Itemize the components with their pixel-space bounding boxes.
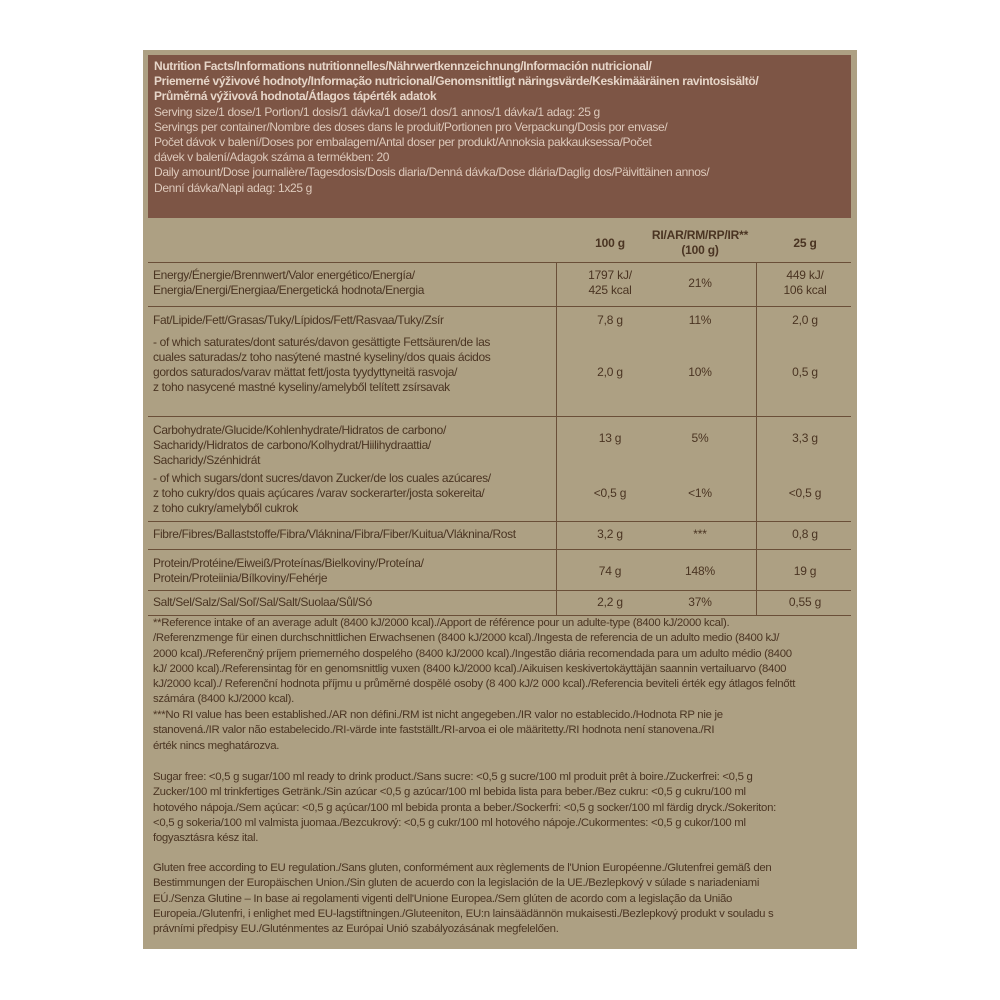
fibre-per-25g: 0,8 g (792, 527, 818, 541)
header-title-line: Priemerné výživové hodnoty/Informação nutricional/Genomsnittligt näringsvärde/Keskimääräinen ravintosisältö/ (154, 74, 759, 89)
header-title-line: Nutrition Facts/Informations nutritionnelles/Nährwertkennzeichnung/Información nutricional/ (154, 59, 652, 73)
label-line: Protein/Proteiinia/Bílkoviny/Fehérje (153, 570, 328, 585)
sugars-per-100g: <0,5 g (593, 486, 627, 500)
saturates-per-100g: 2,0 g (597, 365, 623, 379)
column-header-ri-line: (100 g) (681, 242, 719, 257)
footnote-line: EÚ./Senza Glutine – In base ai regolamenti vigenti dell'Unione Europea./Sem glúten de acordo com a legislação da União (153, 892, 733, 905)
serving-info-line: Serving size/1 dose/1 Portion/1 dosis/1 dávka/1 dose/1 dos/1 annos/1 dávka/1 adag: 25 g (154, 104, 600, 119)
footnote-line: **Reference intake of an average adult (8400 kJ/2000 kcal)./Apport de référence pour un adulte-type (8400 kJ/2000 kcal). (153, 617, 730, 629)
nutrient-label-energy (153, 268, 424, 298)
serving-info-line: Počet dávok v balení/Doses por embalagem/Antal doser per produkt/Annoksia pakkauksessa/Počet (154, 135, 652, 150)
footnote-sugar-free (153, 770, 850, 846)
row-divider (148, 590, 851, 591)
label-line: z toho cukry/amelyből cukrok (153, 500, 298, 515)
footnote-no-ri (153, 708, 850, 754)
label-line: Salt/Sel/Salz/Sal/Soľ/Sal/Salt/Suolaa/Sůl/Só (153, 595, 372, 609)
label-line: Protein/Protéine/Eiweiß/Proteínas/Bielkoviny/Proteína/ (153, 556, 424, 570)
saturates-ri: 10% (688, 365, 712, 379)
label-line: - of which sugars/dont sucres/davon Zucker/de los cuales azúcares/ (153, 471, 491, 485)
nutrient-label-protein (153, 556, 424, 586)
row-divider (148, 262, 851, 263)
value-line: 1797 kJ/ (588, 268, 632, 282)
column-header-ri-line: RI/AR/RM/RP/IR** (651, 228, 749, 242)
label-line: Carbohydrate/Glucide/Kohlenhydrate/Hidratos de carbono/ (153, 423, 446, 437)
label-line: Fat/Lipide/Fett/Grasas/Tuky/Lípidos/Fett/Rasvaa/Tuky/Zsír (153, 313, 444, 327)
nutrient-label-salt (153, 595, 372, 610)
header-title-line: Průměrná výživová hodnota/Átlagos tápérték adatok (154, 89, 437, 104)
fibre-ri: *** (693, 527, 707, 541)
label-line: Sacharidy/Szénhidrát (153, 452, 261, 467)
footnote-line: számára (8400 kJ/2000 kcal). (153, 693, 295, 706)
footnote-line: hotového nápoja./Sem açúcar: <0,5 g açúcar/100 ml bebida pronta a beber./Sockerfri: <0,5 g socker/100 ml färdig dryck./Sokeriton: (153, 801, 776, 814)
footnote-line: <0,5 g sokeria/100 ml valmista juomaa./Bezcukrový: <0,5 g cukr/100 ml hotového nápoje./Cukormentes: <0,5 g cukor/100 ml (153, 816, 746, 829)
row-divider (148, 549, 851, 550)
row-divider (148, 306, 851, 307)
nutrient-label-carbohydrate (153, 423, 446, 468)
fibre-per-100g: 3,2 g (597, 527, 623, 541)
saturates-per-25g: 0,5 g (792, 365, 818, 379)
nutrient-label-saturates (153, 335, 490, 395)
footnote-line: Europeia./Glutenfri, i enlighet med EU-lagstiftningen./Gluteeniton, EU:n lainsäädännön mukaisesti./Bezlepkový produkt v souladu s (153, 907, 774, 920)
nutrient-label-sugars (153, 471, 491, 516)
footnote-line: Sugar free: <0,5 g sugar/100 ml ready to drink product./Sans sucre: <0,5 g sucre/100 ml produit prêt à boire./Zuckerfrei: <0,5 g (153, 771, 753, 783)
carbohydrate-per-100g: 13 g (598, 431, 622, 445)
nutrition-header (148, 55, 851, 218)
footnote-line: kJ/2000 kcal)./ Referenční hodnota příjmu u průměrné dospělé osoby (8 400 kJ/2 000 kcal)./Referencia beviteli érték egy átlagos felnőtt (153, 678, 796, 691)
label-line: cuales saturadas/z toho nasýtené mastné kyseliny/dos quais ácidos (153, 349, 491, 364)
column-header-100g: 100 g (595, 236, 625, 250)
footnote-line: Gluten free according to EU regulation./Sans gluten, conformément aux règlements de l'Union Européenne./Glutenfrei gemäß den (153, 862, 772, 874)
salt-per-25g: 0,55 g (788, 595, 822, 609)
footnote-line: 2000 kcal)./Referenčný príjem priemerného dospelého (8400 kJ/2000 kcal)./Ingestão diária recomendada para um adulto médio (8400 (153, 647, 792, 660)
footnote-line: érték nincs meghatározva. (153, 739, 280, 752)
serving-info-line: dávek v balení/Adagok száma a termékben: 20 (154, 150, 390, 165)
column-header-ri (650, 228, 750, 258)
value-line: 425 kcal (588, 282, 632, 297)
footnote-line: Zucker/100 ml trinkfertiges Getränk./Sin azúcar <0,5 g azúcar/100 ml bebida lista para beber./Bez cukru: <0,5 g cukru/100 ml (153, 786, 746, 799)
label-line: Energy/Énergie/Brennwert/Valor energético/Energía/ (153, 268, 415, 282)
value-line: 106 kcal (783, 282, 827, 297)
label-line: z toho nasycené mastné kyseliny/amelyből telített zsírsavak (153, 379, 450, 394)
protein-per-100g: 74 g (598, 564, 622, 578)
sugars-ri: <1% (688, 486, 712, 500)
serving-info-line: Denní dávka/Napi adag: 1x25 g (154, 180, 312, 195)
energy-per-25g (755, 268, 855, 298)
fat-per-25g: 2,0 g (792, 313, 818, 327)
salt-ri: 37% (688, 595, 712, 609)
column-header-25g: 25 g (793, 236, 817, 250)
fat-ri: 11% (688, 313, 712, 327)
nutrient-label-fibre (153, 527, 516, 542)
serving-info-line: Servings per container/Nombre des doses dans le produit/Portionen pro Verpackung/Dosis por envase/ (154, 119, 668, 134)
value-line: 449 kJ/ (786, 268, 824, 282)
nutrient-label-fat (153, 313, 444, 328)
label-line: - of which saturates/dont saturés/davon gesättigte Fettsäuren/de las (153, 335, 491, 349)
protein-ri: 148% (685, 564, 715, 578)
fat-per-100g: 7,8 g (597, 313, 623, 327)
carbohydrate-ri: 5% (691, 431, 709, 445)
label-line: z toho cukry/dos quais açúcares /varav sockerarter/josta sokereita/ (153, 485, 485, 500)
footnote-gluten-free (153, 861, 850, 937)
energy-per-100g (560, 268, 660, 298)
footnote-line: právními předpisy EU./Gluténmentes az Európai Unió szabályozásának megfelelően. (153, 923, 559, 936)
label-line: gordos saturados/varav mättat fett/josta tyydyttyneitä rasvoja/ (153, 364, 458, 379)
footnote-line: ***No RI value has been established./AR non défini./RM ist nicht angegeben./IR valor no establecido./Hodnota RP nie je (153, 709, 723, 721)
footnote-line: kJ/ 2000 kcal)./Referensintag för en genomsnittlig vuxen (8400 kJ/2000 kcal)./Aikuisen keskivertokäyttäjän saannin vertailuarvo (8400 (153, 662, 787, 675)
protein-per-25g: 19 g (793, 564, 817, 578)
row-divider (148, 521, 851, 522)
footnote-line: Bestimmungen der Europäischen Union./Sin gluten de acuerdo con la legislación de la UE./Bezlepkový v súlade s nariadeniami (153, 877, 760, 890)
label-line: Sacharidy/Hidratos de carbono/Kolhydrat/Hiilihydraattia/ (153, 437, 431, 452)
footnote-line: /Referenzmenge für einen durchschnittlichen Erwachsenen (8400 kJ/2000 kcal)./Ingesta de referencia de un adulto medio (8400 kJ/ (153, 632, 780, 645)
label-line: Fibre/Fibres/Ballaststoffe/Fibra/Vláknina/Fibra/Fiber/Kuitua/Vláknina/Rost (153, 527, 516, 541)
row-divider (148, 416, 851, 417)
footnote-line: stanovená./IR valor não estabelecido./RI-värde inte fastställt./RI-arvoa ei ole määritetty./RI hodnota není stanovena./RI (153, 724, 715, 737)
footnote-line: fogyasztásra kész ital. (153, 832, 259, 845)
energy-ri: 21% (688, 276, 712, 290)
sugars-per-25g: <0,5 g (788, 486, 822, 500)
column-divider (556, 262, 557, 615)
serving-info-line: Daily amount/Dose journalière/Tagesdosis/Dosis diaria/Denná dávka/Dose diária/Daglig dos/Päivittäinen annos/ (154, 165, 710, 180)
label-line: Energia/Energi/Energiaa/Energetická hodnota/Energia (153, 282, 425, 297)
salt-per-100g: 2,2 g (597, 595, 623, 609)
footnote-reference-intake (153, 616, 850, 708)
carbohydrate-per-25g: 3,3 g (792, 431, 818, 445)
